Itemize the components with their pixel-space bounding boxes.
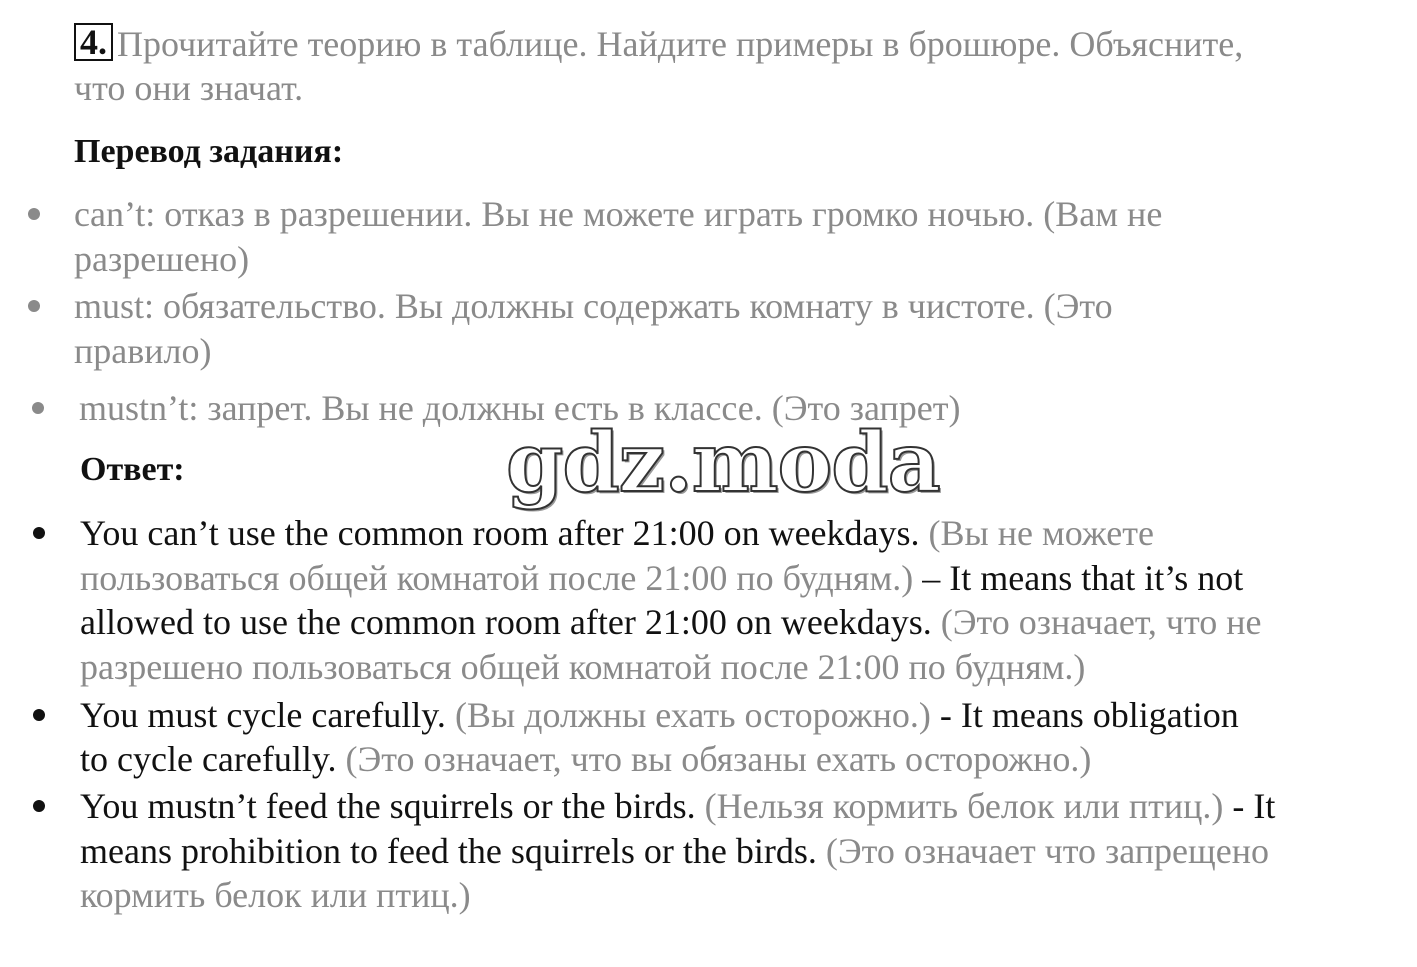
answer-item-1-line-1 (80, 511, 1154, 555)
answer-english-text: You mustn’t feed the squirrels or the birds. (80, 786, 696, 826)
answer-item-3-line-3: кормить белок или птиц.) (80, 875, 471, 915)
answer-russian-text: (Вы не можете (919, 513, 1154, 553)
answer-english-text: - It means obligation (930, 695, 1239, 735)
answer-item-1-line-4: разрешено пользоваться общей комнатой после 21:00 по будням.) (80, 647, 1086, 687)
task-line-1 (74, 22, 1243, 66)
answer-item-3-line-2 (80, 829, 1269, 873)
answer-russian-text: (Вы должны ехать осторожно.) (445, 695, 931, 735)
answer-russian-text: (Это означает, что не (931, 602, 1262, 642)
answer-russian-text: (Это означает что запрещено (816, 831, 1269, 871)
bullet-icon (28, 300, 40, 312)
answer-english-text: means prohibition to feed the squirrels or the birds. (80, 831, 817, 871)
task-text: Прочитайте теорию в таблице. Найдите примеры в брошюре. Объясните, (117, 24, 1244, 64)
answer-item-1-line-2 (80, 556, 1243, 600)
answer-item-2-line-1 (80, 693, 1239, 737)
bullet-icon (32, 402, 44, 414)
translation-item-3-line-1: mustn’t: запрет. Вы не должны есть в классе. (Это запрет) (79, 388, 961, 428)
answer-english-text: - It (1223, 786, 1276, 826)
translation-heading: Перевод задания: (74, 133, 344, 170)
answer-item-2-line-2 (80, 737, 1091, 781)
translation-item-2-line-1: must: обязательство. Вы должны содержать комнату в чистоте. (Это (74, 286, 1113, 326)
answer-russian-text: (Нельзя кормить белок или птиц.) (695, 786, 1224, 826)
task-number: 4. (74, 23, 113, 61)
answer-russian-text: пользоваться общей комнатой после 21:00 по будням.) (80, 558, 914, 598)
answer-russian-text: (Это означает, что вы обязаны ехать осторожно.) (336, 739, 1092, 779)
answer-item-3-line-1 (80, 784, 1275, 828)
bullet-icon (33, 709, 45, 721)
answer-english-text: You can’t use the common room after 21:00 on weekdays. (80, 513, 920, 553)
bullet-icon (33, 800, 45, 812)
task-line-2: что они значат. (74, 68, 304, 108)
answer-english-text: You must cycle carefully. (80, 695, 446, 735)
answer-english-text: – It means that it’s not (913, 558, 1244, 598)
answer-english-text: allowed to use the common room after 21:00 on weekdays. (80, 602, 932, 642)
answer-item-1-line-3 (80, 600, 1262, 644)
translation-item-1-line-1: can’t: отказ в разрешении. Вы не можете играть громко ночью. (Вам не (74, 194, 1163, 234)
answer-english-text: to cycle carefully. (80, 739, 337, 779)
translation-item-2-line-2: правило) (74, 331, 212, 371)
watermark-logo: gdz.moda (506, 415, 940, 511)
translation-item-1-line-2: разрешено) (74, 239, 250, 279)
bullet-icon (33, 527, 45, 539)
bullet-icon (28, 208, 40, 220)
answer-heading: Ответ: (80, 451, 185, 488)
